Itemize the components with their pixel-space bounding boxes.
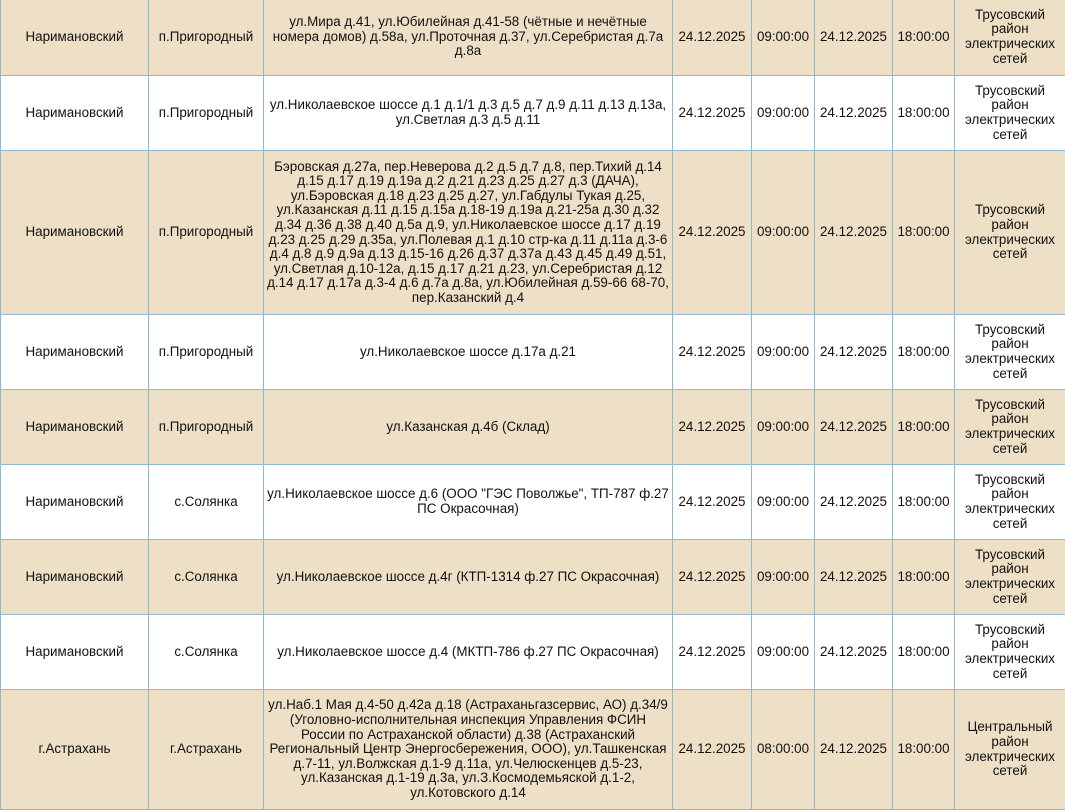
- start-date-cell: 24.12.2025: [673, 690, 752, 810]
- table-row: [1, 0, 1065, 76]
- start-time-cell: 09:00:00: [752, 390, 815, 465]
- start-date-cell: 24.12.2025: [673, 615, 752, 690]
- end-date-cell: 24.12.2025: [815, 151, 893, 315]
- network-cell: Трусовский район электрических сетей: [955, 390, 1065, 465]
- table-row: [1, 690, 1065, 810]
- table-row: [1, 390, 1065, 465]
- district-cell: Наримановский: [1, 540, 149, 615]
- locality-cell: п.Пригородный: [149, 151, 264, 315]
- end-time-cell: 18:00:00: [893, 615, 955, 690]
- end-date-cell: 24.12.2025: [815, 690, 893, 810]
- end-time-cell: 18:00:00: [893, 0, 955, 76]
- locality-cell: п.Пригородный: [149, 76, 264, 151]
- end-date-cell: 24.12.2025: [815, 390, 893, 465]
- table-row: [1, 540, 1065, 615]
- addresses-cell: ул.Николаевское шоссе д.4г (КТП-1314 ф.27 ПС Окрасочная): [264, 540, 673, 615]
- table-row: [1, 615, 1065, 690]
- start-time-cell: 09:00:00: [752, 76, 815, 151]
- start-time-cell: 09:00:00: [752, 151, 815, 315]
- network-cell: Трусовский район электрических сетей: [955, 315, 1065, 390]
- start-date-cell: 24.12.2025: [673, 151, 752, 315]
- outage-table-body: [1, 0, 1065, 810]
- table-row: [1, 151, 1065, 315]
- district-cell: Наримановский: [1, 615, 149, 690]
- locality-cell: п.Пригородный: [149, 315, 264, 390]
- end-date-cell: 24.12.2025: [815, 615, 893, 690]
- start-time-cell: 08:00:00: [752, 690, 815, 810]
- end-date-cell: 24.12.2025: [815, 76, 893, 151]
- network-cell: Трусовский район электрических сетей: [955, 615, 1065, 690]
- end-time-cell: 18:00:00: [893, 390, 955, 465]
- network-cell: Центральный район электрических сетей: [955, 690, 1065, 810]
- start-date-cell: 24.12.2025: [673, 76, 752, 151]
- district-cell: г.Астрахань: [1, 690, 149, 810]
- network-cell: Трусовский район электрических сетей: [955, 465, 1065, 540]
- district-cell: Наримановский: [1, 315, 149, 390]
- addresses-cell: ул.Николаевское шоссе д.17а д.21: [264, 315, 673, 390]
- network-cell: Трусовский район электрических сетей: [955, 540, 1065, 615]
- network-cell: Трусовский район электрических сетей: [955, 151, 1065, 315]
- district-cell: Наримановский: [1, 151, 149, 315]
- district-cell: Наримановский: [1, 76, 149, 151]
- end-time-cell: 18:00:00: [893, 151, 955, 315]
- locality-cell: с.Солянка: [149, 465, 264, 540]
- addresses-cell: ул.Наб.1 Мая д.4-50 д.42а д.18 (Астраханьгазсервис, АО) д.34/9 (Уголовно-исполнительная инспекция Управления ФСИН России по Астраханской области) д.38 (Астраханский Региональный Центр Энергосбережения, ООО), ул.Ташкенская д.7-11, ул.Волжская д.1-9 д.11а, ул.Челюскенцев д.5-23, ул.Казанская д.1-19 д.3а, ул.З.Космодемьяской д.1-2, ул.Котовского д.14: [264, 690, 673, 810]
- addresses-cell: ул.Николаевское шоссе д.4 (МКТП-786 ф.27 ПС Окрасочная): [264, 615, 673, 690]
- start-time-cell: 09:00:00: [752, 540, 815, 615]
- start-time-cell: 09:00:00: [752, 615, 815, 690]
- start-date-cell: 24.12.2025: [673, 315, 752, 390]
- addresses-cell: ул.Николаевское шоссе д.1 д.1/1 д.3 д.5 д.7 д.9 д.11 д.13 д.13а, ул.Светлая д.3 д.5 д.11: [264, 76, 673, 151]
- end-time-cell: 18:00:00: [893, 465, 955, 540]
- start-time-cell: 09:00:00: [752, 465, 815, 540]
- addresses-cell: Бэровская д.27а, пер.Неверова д.2 д.5 д.7 д.8, пер.Тихий д.14 д.15 д.17 д.19 д.19а д.2 д.21 д.23 д.25 д.27 д.3 (ДАЧА), ул.Бэровская д.18 д.23 д.25 д.27, ул.Габдулы Тукая д.25, ул.Казанская д.11 д.15 д.15а д.18-19 д.19а д.21-25а д.30 д.32 д.34 д.36 д.38 д.40 д.5а д.9, ул.Николаевское шоссе д.17 д.19 д.23 д.25 д.29 д.35а, ул.Полевая д.1 д.10 стр-ка д.11 д.11а д.3-6 д.4 д.8 д.9 д.9а д.13 д.15-16 д.26 д.37 д.37а д.43 д.45 д.49 д.51, ул.Светлая д.10-12а, д.15 д.17 д.21 д.23, ул.Серебристая д.12 д.14 д.17 д.17а д.3-4 д.6 д.7а д.8а, ул.Юбилейная д.59-66 68-70, пер.Казанский д.4: [264, 151, 673, 315]
- locality-cell: с.Солянка: [149, 540, 264, 615]
- addresses-cell: ул.Мира д.41, ул.Юбилейная д.41-58 (чётные и нечётные номера домов) д.58а, ул.Проточная д.37, ул.Серебристая д.7а д.8а: [264, 0, 673, 76]
- start-date-cell: 24.12.2025: [673, 540, 752, 615]
- start-time-cell: 09:00:00: [752, 315, 815, 390]
- start-date-cell: 24.12.2025: [673, 0, 752, 76]
- table-row: [1, 315, 1065, 390]
- network-cell: Трусовский район электрических сетей: [955, 76, 1065, 151]
- addresses-cell: ул.Казанская д.4б (Склад): [264, 390, 673, 465]
- start-date-cell: 24.12.2025: [673, 465, 752, 540]
- locality-cell: г.Астрахань: [149, 690, 264, 810]
- start-time-cell: 09:00:00: [752, 0, 815, 76]
- end-date-cell: 24.12.2025: [815, 0, 893, 76]
- start-date-cell: 24.12.2025: [673, 390, 752, 465]
- district-cell: Наримановский: [1, 0, 149, 76]
- table-row: [1, 76, 1065, 151]
- locality-cell: п.Пригородный: [149, 390, 264, 465]
- district-cell: Наримановский: [1, 465, 149, 540]
- network-cell: Трусовский район электрических сетей: [955, 0, 1065, 76]
- end-time-cell: 18:00:00: [893, 540, 955, 615]
- addresses-cell: ул.Николаевское шоссе д.6 (ООО "ГЭС Поволжье", ТП-787 ф.27 ПС Окрасочная): [264, 465, 673, 540]
- end-date-cell: 24.12.2025: [815, 540, 893, 615]
- locality-cell: с.Солянка: [149, 615, 264, 690]
- end-date-cell: 24.12.2025: [815, 315, 893, 390]
- end-date-cell: 24.12.2025: [815, 465, 893, 540]
- end-time-cell: 18:00:00: [893, 315, 955, 390]
- district-cell: Наримановский: [1, 390, 149, 465]
- end-time-cell: 18:00:00: [893, 76, 955, 151]
- table-row: [1, 465, 1065, 540]
- locality-cell: п.Пригородный: [149, 0, 264, 76]
- end-time-cell: 18:00:00: [893, 690, 955, 810]
